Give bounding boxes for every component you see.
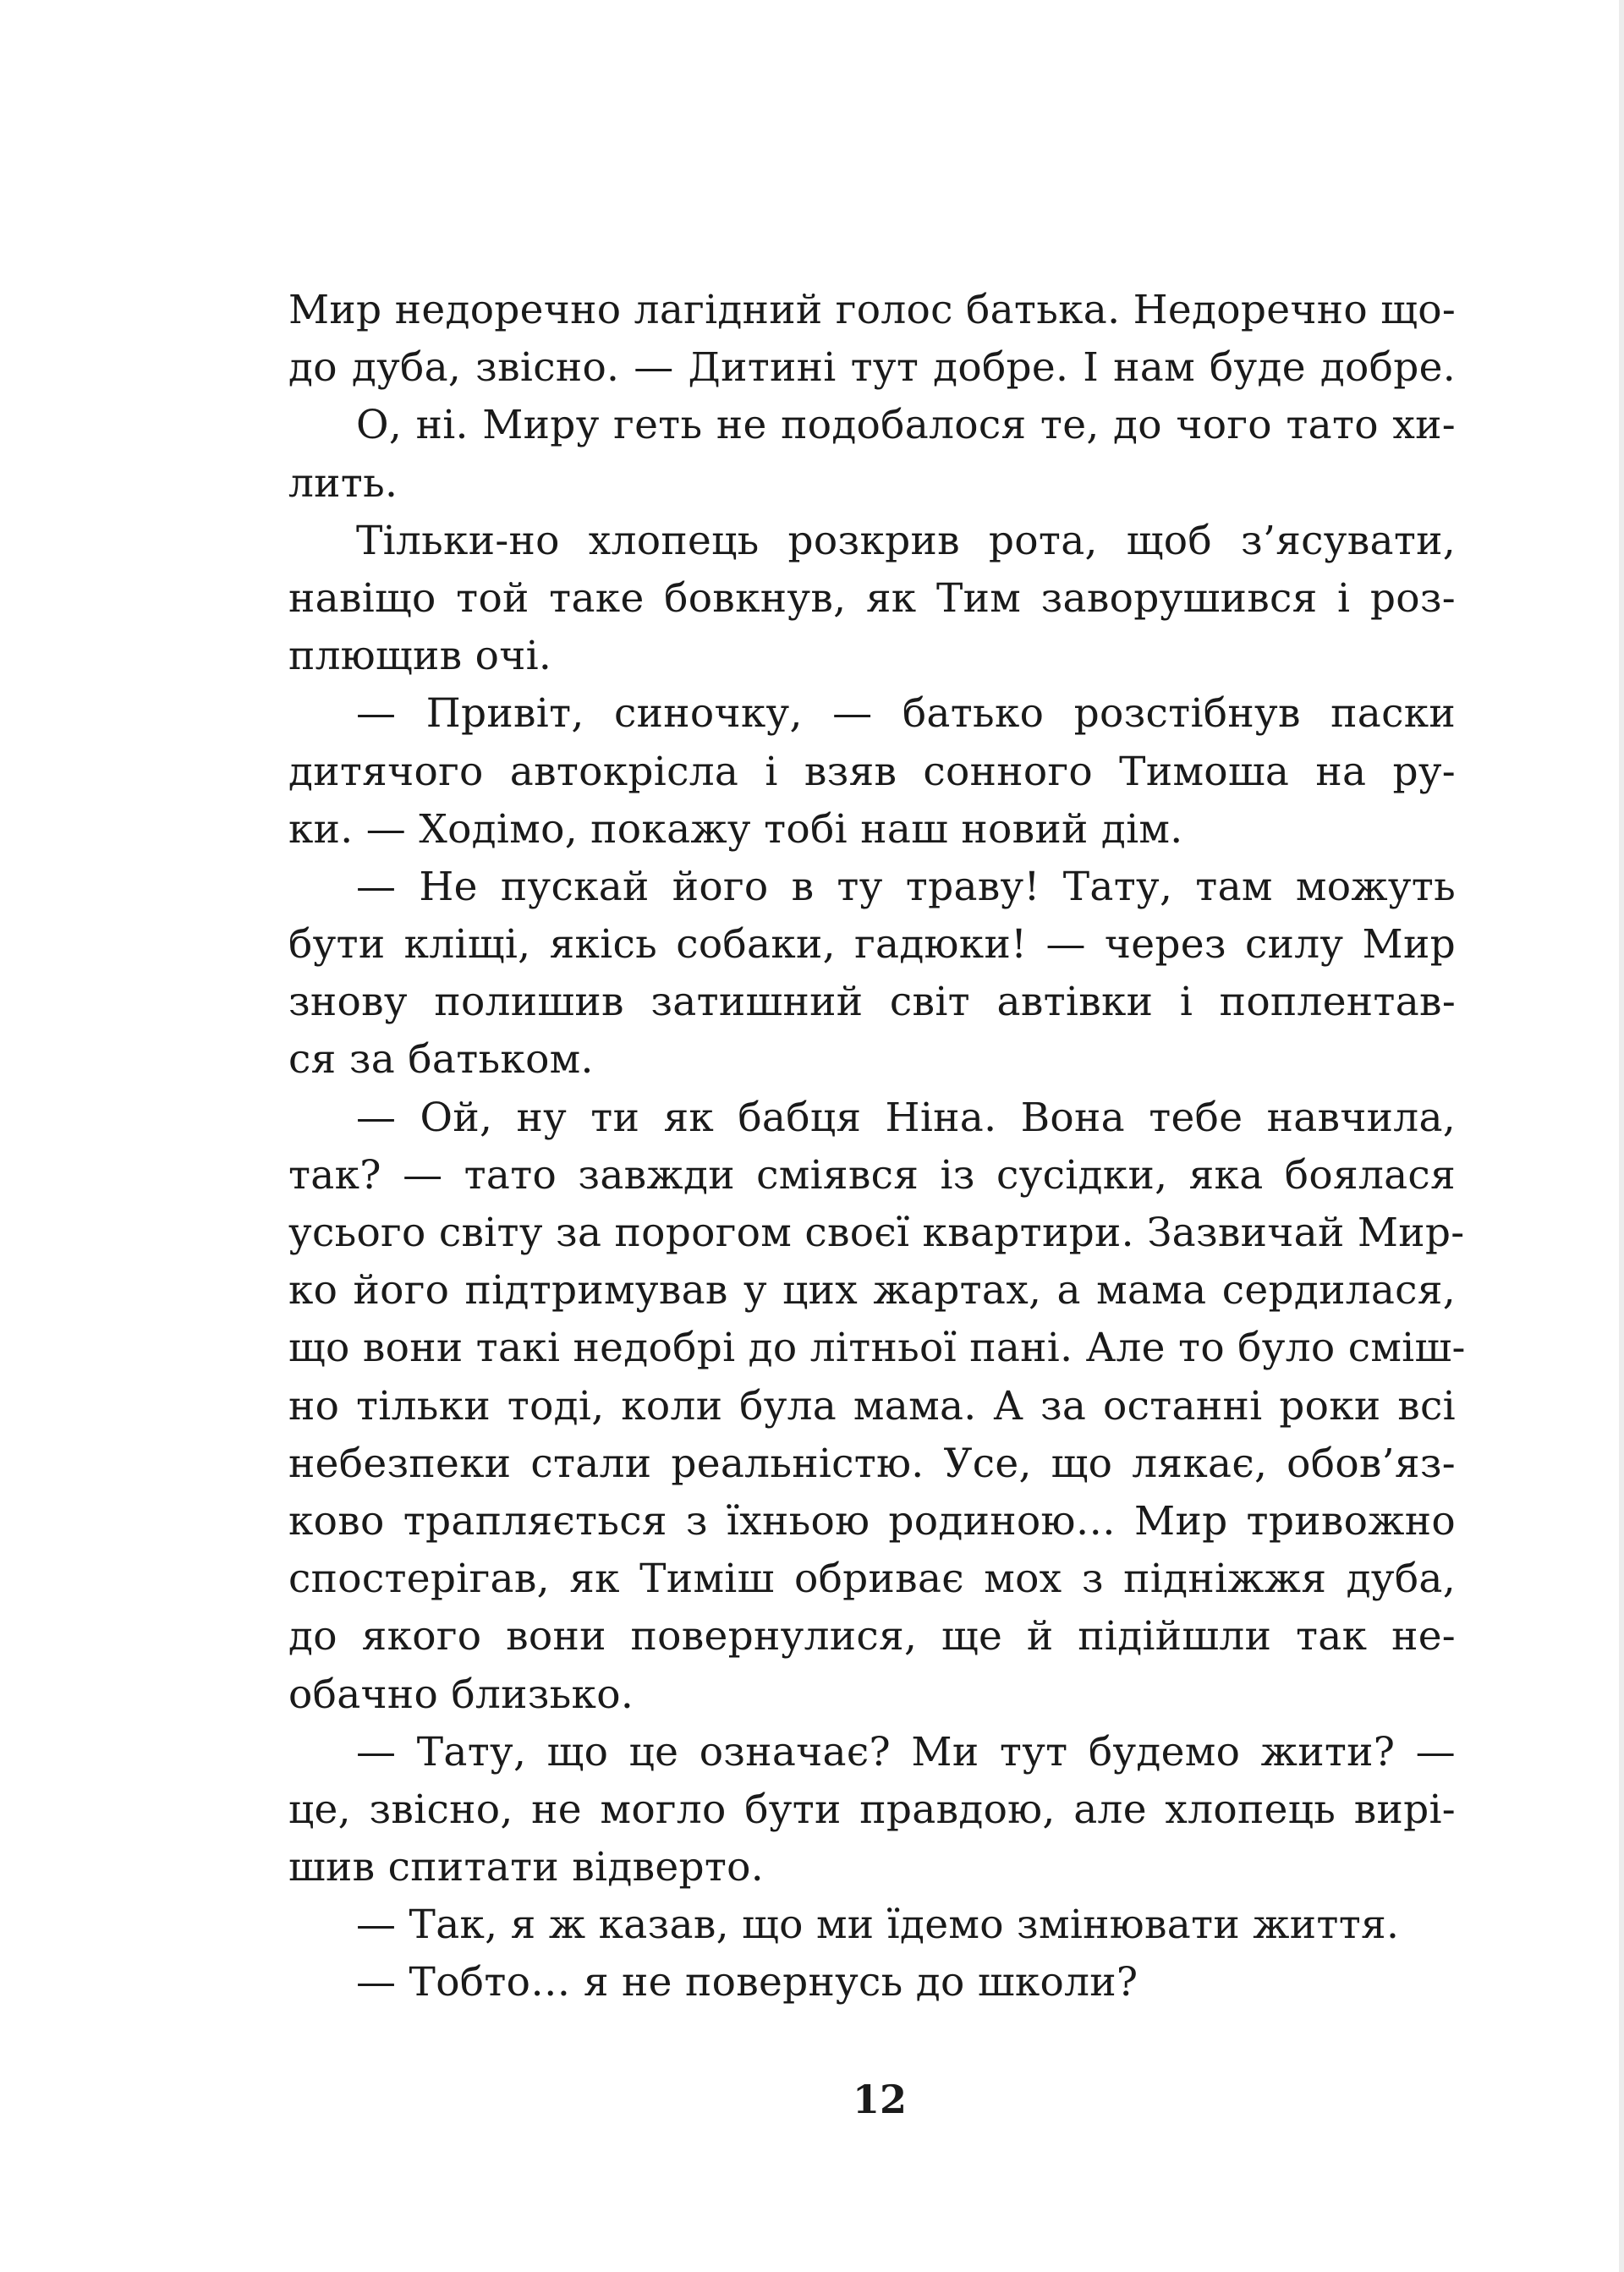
- text-line: обачно близько.: [288, 1671, 634, 1718]
- text-line: — Не пускай його в ту траву! Тату, там можуть: [356, 863, 1456, 910]
- text-line: навіщо той таке бовкнув, як Тим заворушився і роз-: [288, 574, 1456, 622]
- text-line: — Привіт, синочку, — батько розстібнув паски: [356, 690, 1456, 738]
- text-line: О, ні. Миру геть не подобалося те, до чого тато хи-: [356, 402, 1456, 449]
- text-line: Тільки-но хлопець розкрив рота, щоб з’ясувати,: [356, 517, 1456, 564]
- text-line: спостерігав, як Тиміш обриває мох з підніжжя дуба,: [288, 1556, 1456, 1603]
- text-line: ки. — Ходімо, покажу тобі наш новий дім.: [288, 805, 1183, 853]
- text-line: бути кліщі, якісь собаки, гадюки! — через силу Мир: [288, 921, 1456, 969]
- text-line: знову полишив затишний світ автівки і поплентав-: [288, 979, 1456, 1026]
- text-line: небезпеки стали реальністю. Усе, що лякає, обов’яз-: [288, 1440, 1456, 1487]
- text-line: — Тобто… я не повернусь до школи?: [356, 1959, 1138, 2006]
- text-line: дитячого автокрісла і взяв сонного Тимоша на ру-: [288, 748, 1456, 795]
- text-line: лить.: [288, 459, 398, 507]
- text-line: усього світу за порогом своєї квартири. Зазвичай Мир-: [288, 1210, 1465, 1256]
- page-number: 12: [852, 2077, 907, 2122]
- text-line: шив спитати відверто.: [288, 1844, 765, 1891]
- text-line: — Так, я ж казав, що ми їдемо змінювати життя.: [356, 1902, 1400, 1949]
- text-line: що вони такі недобрі до літньої пані. Але то було смiш-: [288, 1325, 1466, 1372]
- text-line: ся за батьком.: [288, 1036, 594, 1084]
- text-line: но тільки тоді, коли була мама. А за останні роки всі: [288, 1382, 1456, 1430]
- text-line: ково трапляється з їхньою родиною… Мир тривожно: [288, 1497, 1456, 1545]
- text-line: до дуба, звісно. — Дитині тут добре. І нам буде добре.: [288, 344, 1456, 392]
- text-line: ко його підтримував у цих жартах, а мама сердилася,: [288, 1267, 1456, 1314]
- text-line: — Тату, що це означає? Ми тут будемо жити? —: [356, 1728, 1456, 1775]
- page-edge-shadow: [1619, 0, 1624, 2272]
- text-line: так? — тато завжди сміявся із сусідки, яка боялася: [288, 1151, 1456, 1199]
- page-body-text: [288, 282, 1466, 2012]
- text-line: плющив очі.: [288, 633, 552, 680]
- text-line: — Ой, ну ти як бабця Ніна. Вона тебе навчила,: [356, 1094, 1456, 1141]
- text-line: це, звісно, не могло бути правдою, але хлопець вирі-: [288, 1786, 1456, 1833]
- text-line: Мир недоречно лагідний голос батька. Недоречно що-: [288, 287, 1456, 333]
- text-line: до якого вони повернулися, ще й підійшли так не-: [288, 1613, 1456, 1660]
